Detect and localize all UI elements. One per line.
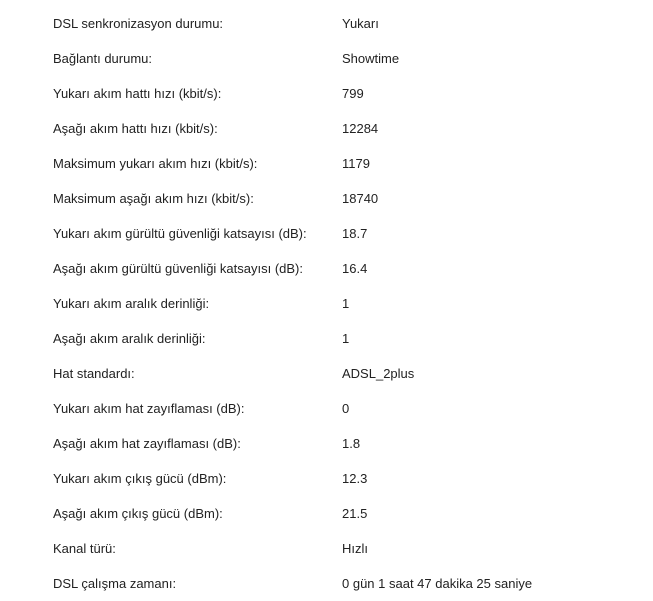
connection-status-label: Bağlantı durumu:	[53, 51, 153, 66]
downstream-line-rate-label: Aşağı akım hattı hızı (kbit/s):	[53, 121, 218, 136]
table-row	[0, 146, 653, 181]
downstream-line-rate-value: 12284	[342, 121, 379, 136]
connection-status-value: Showtime	[342, 51, 400, 66]
max-downstream-rate-label: Maksimum aşağı akım hızı (kbit/s):	[53, 191, 254, 206]
upstream-line-rate-value: 799	[342, 86, 364, 101]
downstream-noise-margin-label: Aşağı akım gürültü güvenliği katsayısı (dB):	[53, 261, 304, 276]
table-row	[0, 531, 653, 566]
upstream-noise-margin-value: 18.7	[342, 226, 368, 241]
upstream-attenuation-value: 0	[342, 401, 350, 416]
table-row	[0, 461, 653, 496]
downstream-interleave-depth-value: 1	[342, 331, 350, 346]
upstream-output-power-value: 12.3	[342, 471, 368, 486]
table-row	[0, 496, 653, 531]
max-upstream-rate-value: 1179	[342, 156, 370, 171]
max-downstream-rate-value: 18740	[342, 191, 379, 206]
upstream-interleave-depth-label: Yukarı akım aralık derinliği:	[53, 296, 210, 311]
dsl-sync-status-label: DSL senkronizasyon durumu:	[53, 16, 224, 31]
dsl-uptime-value: 0 gün 1 saat 47 dakika 25 saniye	[342, 576, 533, 591]
line-standard-label: Hat standardı:	[53, 366, 135, 381]
upstream-noise-margin-label: Yukarı akım gürültü güvenliği katsayısı (dB):	[53, 226, 307, 241]
upstream-output-power-label: Yukarı akım çıkış gücü (dBm):	[53, 471, 227, 486]
line-standard-value: ADSL_2plus	[342, 366, 415, 381]
table-row	[0, 356, 653, 391]
table-row	[0, 6, 653, 41]
table-row	[0, 111, 653, 146]
downstream-attenuation-value: 1.8	[342, 436, 361, 451]
table-row	[0, 76, 653, 111]
downstream-output-power-label: Aşağı akım çıkış gücü (dBm):	[53, 506, 223, 521]
max-upstream-rate-label: Maksimum yukarı akım hızı (kbit/s):	[53, 156, 258, 171]
dsl-uptime-label: DSL çalışma zamanı:	[53, 576, 177, 591]
upstream-attenuation-label: Yukarı akım hat zayıflaması (dB):	[53, 401, 245, 416]
downstream-attenuation-label: Aşağı akım hat zayıflaması (dB):	[53, 436, 241, 451]
upstream-interleave-depth-value: 1	[342, 296, 350, 311]
upstream-line-rate-label: Yukarı akım hattı hızı (kbit/s):	[53, 86, 222, 101]
table-row	[0, 251, 653, 286]
downstream-interleave-depth-label: Aşağı akım aralık derinliği:	[53, 331, 206, 346]
table-row	[0, 286, 653, 321]
channel-type-value: Hızlı	[342, 541, 368, 556]
table-row	[0, 41, 653, 76]
channel-type-label: Kanal türü:	[53, 541, 116, 556]
table-row	[0, 181, 653, 216]
downstream-output-power-value: 21.5	[342, 506, 368, 521]
dsl-sync-status-value: Yukarı	[342, 16, 379, 31]
dsl-status-table	[0, 6, 653, 601]
downstream-noise-margin-value: 16.4	[342, 261, 368, 276]
table-row	[0, 321, 653, 356]
table-row	[0, 216, 653, 251]
table-row	[0, 391, 653, 426]
table-row	[0, 426, 653, 461]
table-row	[0, 566, 653, 601]
